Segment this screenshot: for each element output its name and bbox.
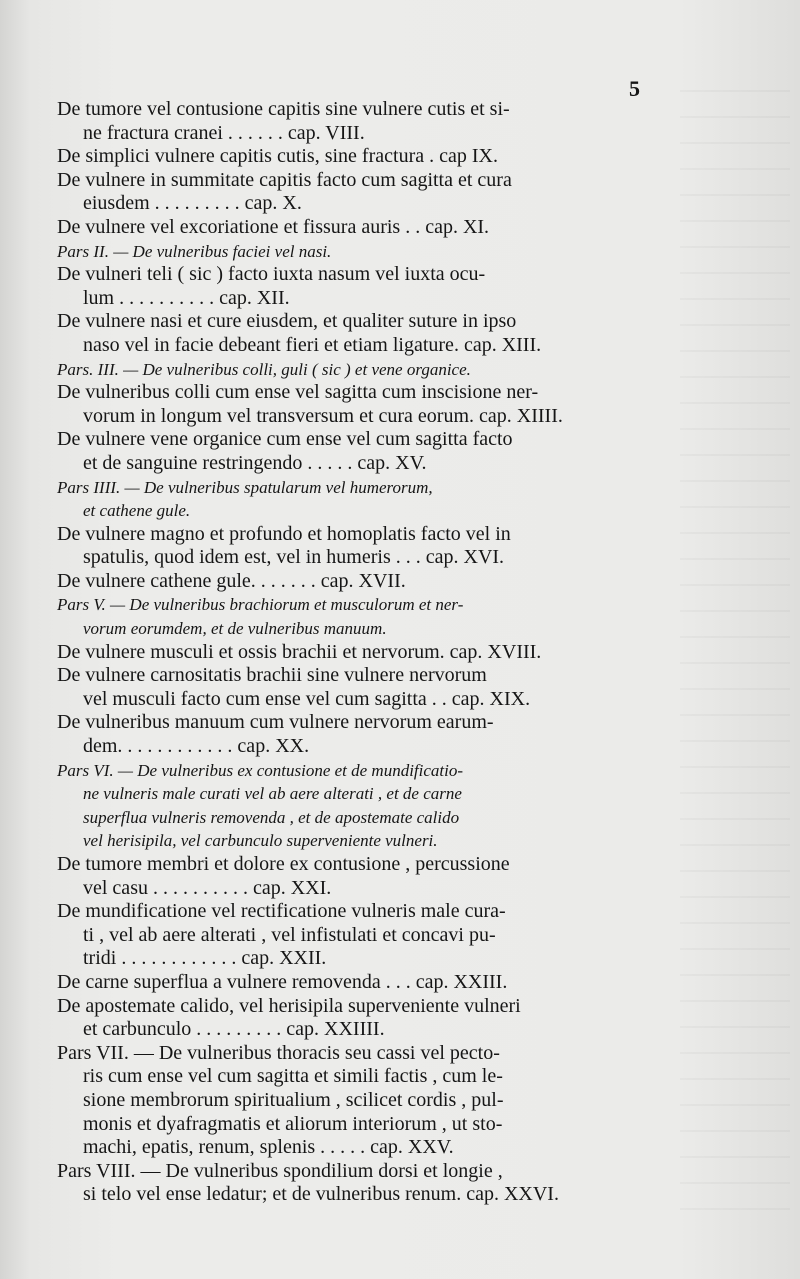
part-entry — [57, 1160, 657, 1207]
toc-entry — [57, 216, 657, 240]
toc-line: vel casu . . . . . . . . . . cap. XXI. — [83, 876, 332, 899]
toc-entry — [57, 263, 657, 310]
toc-entry — [57, 900, 657, 971]
toc-line: et carbunculo . . . . . . . . . cap. XXIIII. — [83, 1018, 385, 1041]
toc-line: De vulnere musculi et ossis brachii et nervorum. cap. XVIII. — [57, 640, 542, 663]
part-heading — [57, 759, 657, 853]
toc-line: sione membrorum spiritualium , scilicet cordis , pul- — [83, 1088, 504, 1111]
toc-line: Pars VIII. — De vulneribus spondilium dorsi et longie , — [57, 1159, 503, 1182]
toc-line: Pars V. — De vulneribus brachiorum et musculorum et ner- — [57, 595, 464, 615]
part-entry — [57, 1042, 657, 1160]
toc-line: De vulneribus manuum cum vulnere nervorum earum- — [57, 711, 494, 734]
toc-line: machi, epatis, renum, splenis . . . . . cap. XXV. — [83, 1136, 454, 1159]
table-of-contents — [57, 98, 657, 1207]
toc-line: et de sanguine restringendo . . . . . cap. XV. — [83, 451, 427, 474]
toc-line: vorum eorumdem, et de vulneribus manuum. — [83, 619, 387, 639]
toc-line: Pars II. — De vulneribus faciei vel nasi. — [57, 241, 332, 261]
toc-line: Pars. III. — De vulneribus colli, guli ( sic ) et vene organice. — [57, 359, 471, 379]
part-heading — [57, 476, 657, 523]
toc-entry — [57, 523, 657, 570]
page-number: 5 — [629, 76, 640, 101]
part-heading — [57, 358, 657, 382]
toc-line: Pars IIII. — De vulneribus spatularum vel humerorum, — [57, 477, 433, 497]
toc-line: ne fractura cranei . . . . . . cap. VIII. — [83, 121, 365, 144]
toc-line: De vulnere vene organice cum ense vel cum sagitta facto — [57, 428, 513, 451]
toc-entry — [57, 428, 657, 475]
toc-line: et cathene gule. — [83, 501, 191, 521]
toc-entry — [57, 995, 657, 1042]
toc-line: spatulis, quod idem est, vel in humeris . . . cap. XVI. — [83, 546, 505, 569]
toc-entry — [57, 169, 657, 216]
toc-line: eiusdem . . . . . . . . . cap. X. — [83, 192, 302, 215]
part-heading — [57, 593, 657, 640]
toc-line: vel musculi facto cum ense vel cum sagitta . . cap. XIX. — [83, 687, 531, 710]
toc-line: monis et dyafragmatis et aliorum interiorum , ut sto- — [83, 1112, 503, 1135]
toc-entry — [57, 853, 657, 900]
toc-entry — [57, 98, 657, 145]
toc-line: ris cum ense vel cum sagitta et simili factis , cum le- — [83, 1065, 503, 1088]
toc-entry — [57, 711, 657, 758]
toc-line: tridi . . . . . . . . . . . . cap. XXII. — [83, 947, 327, 970]
toc-entry — [57, 641, 657, 665]
part-heading — [57, 240, 657, 264]
toc-entry — [57, 381, 657, 428]
toc-line: De vulnere nasi et cure eiusdem, et qualiter suture in ipso — [57, 310, 517, 333]
toc-entry — [57, 145, 657, 169]
toc-line: vel herisipila, vel carbunculo superveniente vulneri. — [83, 831, 438, 851]
toc-line: superflua vulneris removenda , et de apostemate calido — [83, 807, 460, 827]
toc-line: De simplici vulnere capitis cutis, sine fractura . cap IX. — [57, 145, 498, 168]
toc-entry — [57, 664, 657, 711]
toc-line: De vulnere in summitate capitis facto cum sagitta et cura — [57, 168, 512, 191]
toc-line: De vulneri teli ( sic ) facto iuxta nasum vel iuxta ocu- — [57, 263, 486, 286]
show-through-text — [680, 90, 790, 1220]
toc-line: dem. . . . . . . . . . . . cap. XX. — [83, 735, 310, 758]
toc-line: De tumore membri et dolore ex contusione , percussione — [57, 853, 510, 875]
toc-entry — [57, 310, 657, 357]
toc-line: De vulneribus colli cum ense vel sagitta cum inscisione ner- — [57, 381, 539, 404]
toc-entry — [57, 971, 657, 995]
toc-line: De tumore vel contusione capitis sine vulnere cutis et si- — [57, 98, 510, 120]
toc-line: ne vulneris male curati vel ab aere alterati , et de carne — [83, 784, 462, 804]
toc-line: De vulnere vel excoriatione et fissura auris . . cap. XI. — [57, 215, 490, 238]
toc-entry — [57, 570, 657, 594]
toc-line: si telo vel ense ledatur; et de vulneribus renum. cap. XXVI. — [83, 1183, 559, 1206]
toc-line: De vulnere magno et profundo et homoplatis facto vel in — [57, 522, 511, 545]
toc-line: Pars VI. — De vulneribus ex contusione et de mundificatio- — [57, 760, 464, 780]
toc-line: lum . . . . . . . . . . cap. XII. — [83, 286, 290, 309]
toc-line: De vulnere carnositatis brachii sine vulnere nervorum — [57, 664, 487, 687]
toc-line: naso vel in facie debeant fieri et etiam ligature. cap. XIII. — [83, 333, 542, 356]
toc-line: De vulnere cathene gule. . . . . . . cap. XVII. — [57, 569, 406, 592]
toc-line: Pars VII. — De vulneribus thoracis seu cassi vel pecto- — [57, 1041, 500, 1064]
toc-line: De mundificatione vel rectificatione vulneris male cura- — [57, 900, 506, 923]
toc-line: De apostemate calido, vel herisipila superveniente vulneri — [57, 994, 521, 1017]
toc-line: vorum in longum vel transversum et cura eorum. cap. XIIII. — [83, 404, 563, 427]
toc-line: ti , vel ab aere alterati , vel infistulati et concavi pu- — [83, 923, 496, 946]
toc-line: De carne superflua a vulnere removenda . . . cap. XXIII. — [57, 970, 508, 993]
